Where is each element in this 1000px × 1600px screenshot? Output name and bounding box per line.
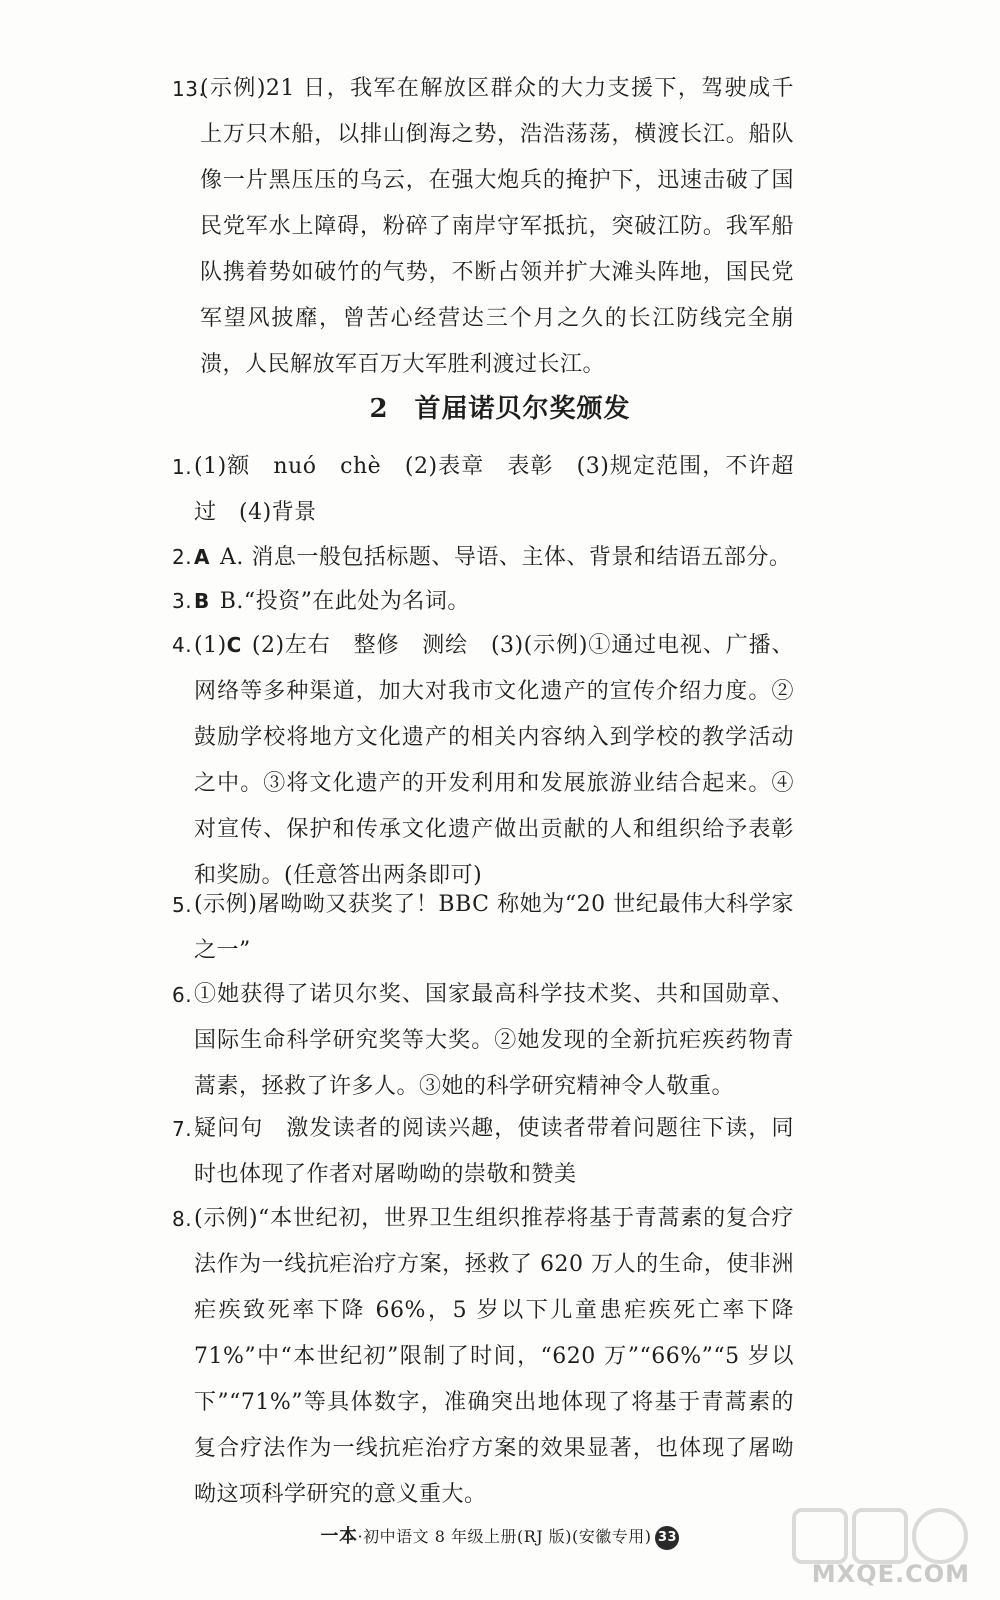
item-number: 6. — [172, 983, 193, 1007]
item-5 — [172, 882, 794, 974]
section-title — [0, 388, 1000, 425]
item-1 — [172, 444, 794, 536]
item-number: 8. — [172, 1207, 193, 1231]
footer-text: ·初中语文 8 年级上册(RJ 版)(安徽专用) — [357, 1527, 652, 1546]
item-number: 4. — [172, 633, 193, 657]
section-heading: 首届诺贝尔奖颁发 — [414, 394, 631, 424]
item-number: 1. — [172, 455, 193, 479]
section-number: 2 — [369, 394, 389, 424]
item-2 — [172, 534, 794, 581]
item-8 — [172, 1196, 794, 1518]
item-text: ①她获得了诺贝尔奖、国家最高科学技术奖、共和国勋章、国际生命科学研究奖等大奖。②她发现的全新抗疟疾药物青蒿素，拯救了许多人。③她的科学研究精神令人敬重。 — [194, 982, 794, 1099]
item-text: B.“投资”在此处为名词。 — [219, 589, 470, 614]
page-number: 33 — [655, 1526, 679, 1550]
watermark-text: MXQE.COM — [811, 1560, 970, 1588]
item-text: A. 消息一般包括标题、导语、主体、背景和结语五部分。 — [219, 545, 792, 570]
item-number: 3. — [172, 589, 193, 613]
item-text: (示例)屠呦呦又获奖了！BBC 称她为“20 世纪最伟大科学家之一” — [194, 892, 794, 963]
question-text: (示例)21 日，我军在解放区群众的大力支援下，驾驶成千上万只木船，以排山倒海之势，浩浩荡荡，横渡长江。船队像一片黑压压的乌云，在强大炮兵的掩护下，迅速击破了国民党军水上障碍，粉碎了南岸守军抵抗，突破江防。我军船队携着势如破竹的气势，不断占领并扩大滩头阵地，国民党军望风披靡，曾苦心经营达三个月之久的长江防线完全崩溃，人民解放军百万大军胜利渡过长江。 — [200, 76, 794, 377]
answer-letter: C — [226, 633, 242, 657]
item-number: 2. — [172, 545, 193, 569]
item-number: 5. — [172, 893, 193, 917]
item-6 — [172, 972, 794, 1110]
footer-brand: 一本 — [320, 1526, 358, 1547]
answer-letter: A — [194, 545, 210, 569]
item-number: 7. — [172, 1117, 193, 1141]
answer-letter: B — [194, 589, 210, 613]
item-7 — [172, 1106, 794, 1198]
question-13 — [172, 66, 794, 388]
item-4 — [172, 622, 794, 899]
item-text: 疑问句 激发读者的阅读兴趣，使读者带着问题往下读，同时也体现了作者对屠呦呦的崇敬和赞美 — [194, 1116, 794, 1187]
item-text: (示例)“本世纪初，世界卫生组织推荐将基于青蒿素的复合疗法作为一线抗疟治疗方案，拯救了 620 万人的生命，使非洲疟疾致死率下降 66%，5 岁以下儿童患疟疾死亡率下降 71%”中“本世纪初”限制了时间，“620 万”“66%”“5 岁以下”“71%”等具体数字，准确突出地体现了将基于青蒿素的复合疗法作为一线抗疟治疗方案的效果显著，也体现了屠呦呦这项科学研究的意义重大。 — [194, 1206, 794, 1507]
question-number: 13. — [172, 77, 206, 101]
item-prefix: (1) — [194, 633, 227, 658]
item-text: (2)左右 整修 测绘 (3)(示例)①通过电视、广播、网络等多种渠道，加大对我市文化遗产的宣传介绍力度。②鼓励学校将地方文化遗产的相关内容纳入到学校的教学活动之中。③将文化遗产的开发利用和发展旅游业结合起来。④对宣传、保护和传承文化遗产做出贡献的人和组织给予表彰和奖励。(任意答出两条即可) — [194, 633, 794, 888]
item-text: (1)额 nuó chè (2)表章 表彰 (3)规定范围，不许超过 (4)背景 — [194, 454, 794, 525]
item-3 — [172, 578, 794, 625]
